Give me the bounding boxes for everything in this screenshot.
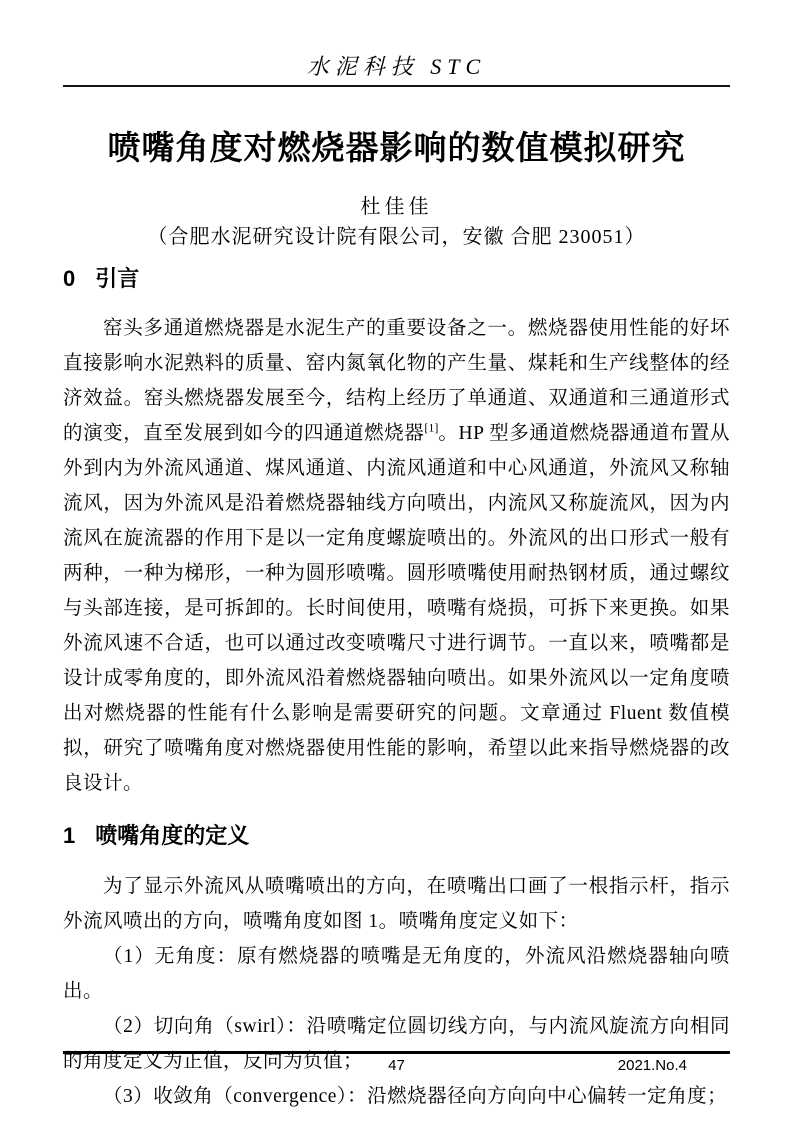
definition-item-convergence: （3）收敛角（convergence）：沿燃烧器径向方向向中心偏转一定角度； (103, 1085, 728, 1107)
page-content (0, 52, 793, 1114)
section-0-number: 0 (63, 266, 76, 291)
article-title: 喷嘴角度对燃烧器影响的数值模拟研究 (107, 129, 686, 166)
reference-superscript: [1] (424, 420, 439, 435)
section-1-heading (63, 822, 730, 850)
author-name: 杜佳佳 (360, 196, 433, 218)
introduction-text-post: 。HP 型多通道燃烧器通道布置从外到内为外流风通道、煤风通道、内流风通道和中心风通道，外流风又称轴流风，因为外流风是沿着燃烧器轴线方向喷出，内流风又称旋流风，因为内流风在旋流器的作用下是以一定角度螺旋喷出的。外流风的出口形式一般有两种，一种为梯形，一种为圆形喷嘴。圆形喷嘴使用耐热钢材质，通过螺纹与头部连接，是可拆卸的。长时间使用，喷嘴有烧损，可拆下来更换。如果外流风速不合适，也可以通过改变喷嘴尺寸进行调节。一直以来，喷嘴都是设计成零角度的，即外流风沿着燃烧器轴向喷出。如果外流风以一定角度喷出对燃烧器的性能有什么影响是需要研究的问题。文章通过 Fluent 数值模拟，研究了喷嘴角度对燃烧器使用性能的影响，希望以此来指导燃烧器的改良设计。 (63, 423, 730, 795)
definition-intro-paragraph: 为了显示外流风从喷嘴喷出的方向，在喷嘴出口画了一根指示杆，指示外流风喷出的方向，喷嘴角度如图 1。喷嘴角度定义如下： (63, 875, 730, 932)
author-affiliation: （合肥水泥研究设计院有限公司，安徽 合肥 230051） (147, 226, 646, 248)
section-1-number: 1 (63, 823, 76, 849)
section-1-title: 喷嘴角度的定义 (95, 823, 250, 849)
introduction-text-pre: 窑头多通道燃烧器是水泥生产的重要设备之一。燃烧器使用性能的好坏直接影响水泥熟料的质量、窑内氮氧化物的产生量、煤耗和生产线整体的经济效益。窑头燃烧器发展至今，结构上经历了单通道、双通道和三通道形式的演变，直至发展到如今的四通道燃烧器 (63, 318, 730, 445)
introduction-paragraph (63, 311, 730, 801)
section-0-title: 引言 (95, 266, 140, 291)
definition-item-no-angle: （1）无角度：原有燃烧器的喷嘴是无角度的，外流风沿燃烧器轴向喷出。 (63, 945, 730, 1002)
page-number: 47 (388, 1057, 405, 1074)
definition-item-swirl: （2）切向角（swirl）：沿喷嘴定位圆切线方向，与内流风旋流方向相同的角度定义为正值，反向为负值； (63, 1015, 730, 1072)
issue-number: 2021.No.4 (617, 1057, 687, 1074)
section-0-heading (63, 265, 730, 293)
header-rule (63, 85, 730, 87)
journal-header: 水泥科技 STC (306, 54, 487, 79)
footer-rule (63, 1051, 730, 1054)
